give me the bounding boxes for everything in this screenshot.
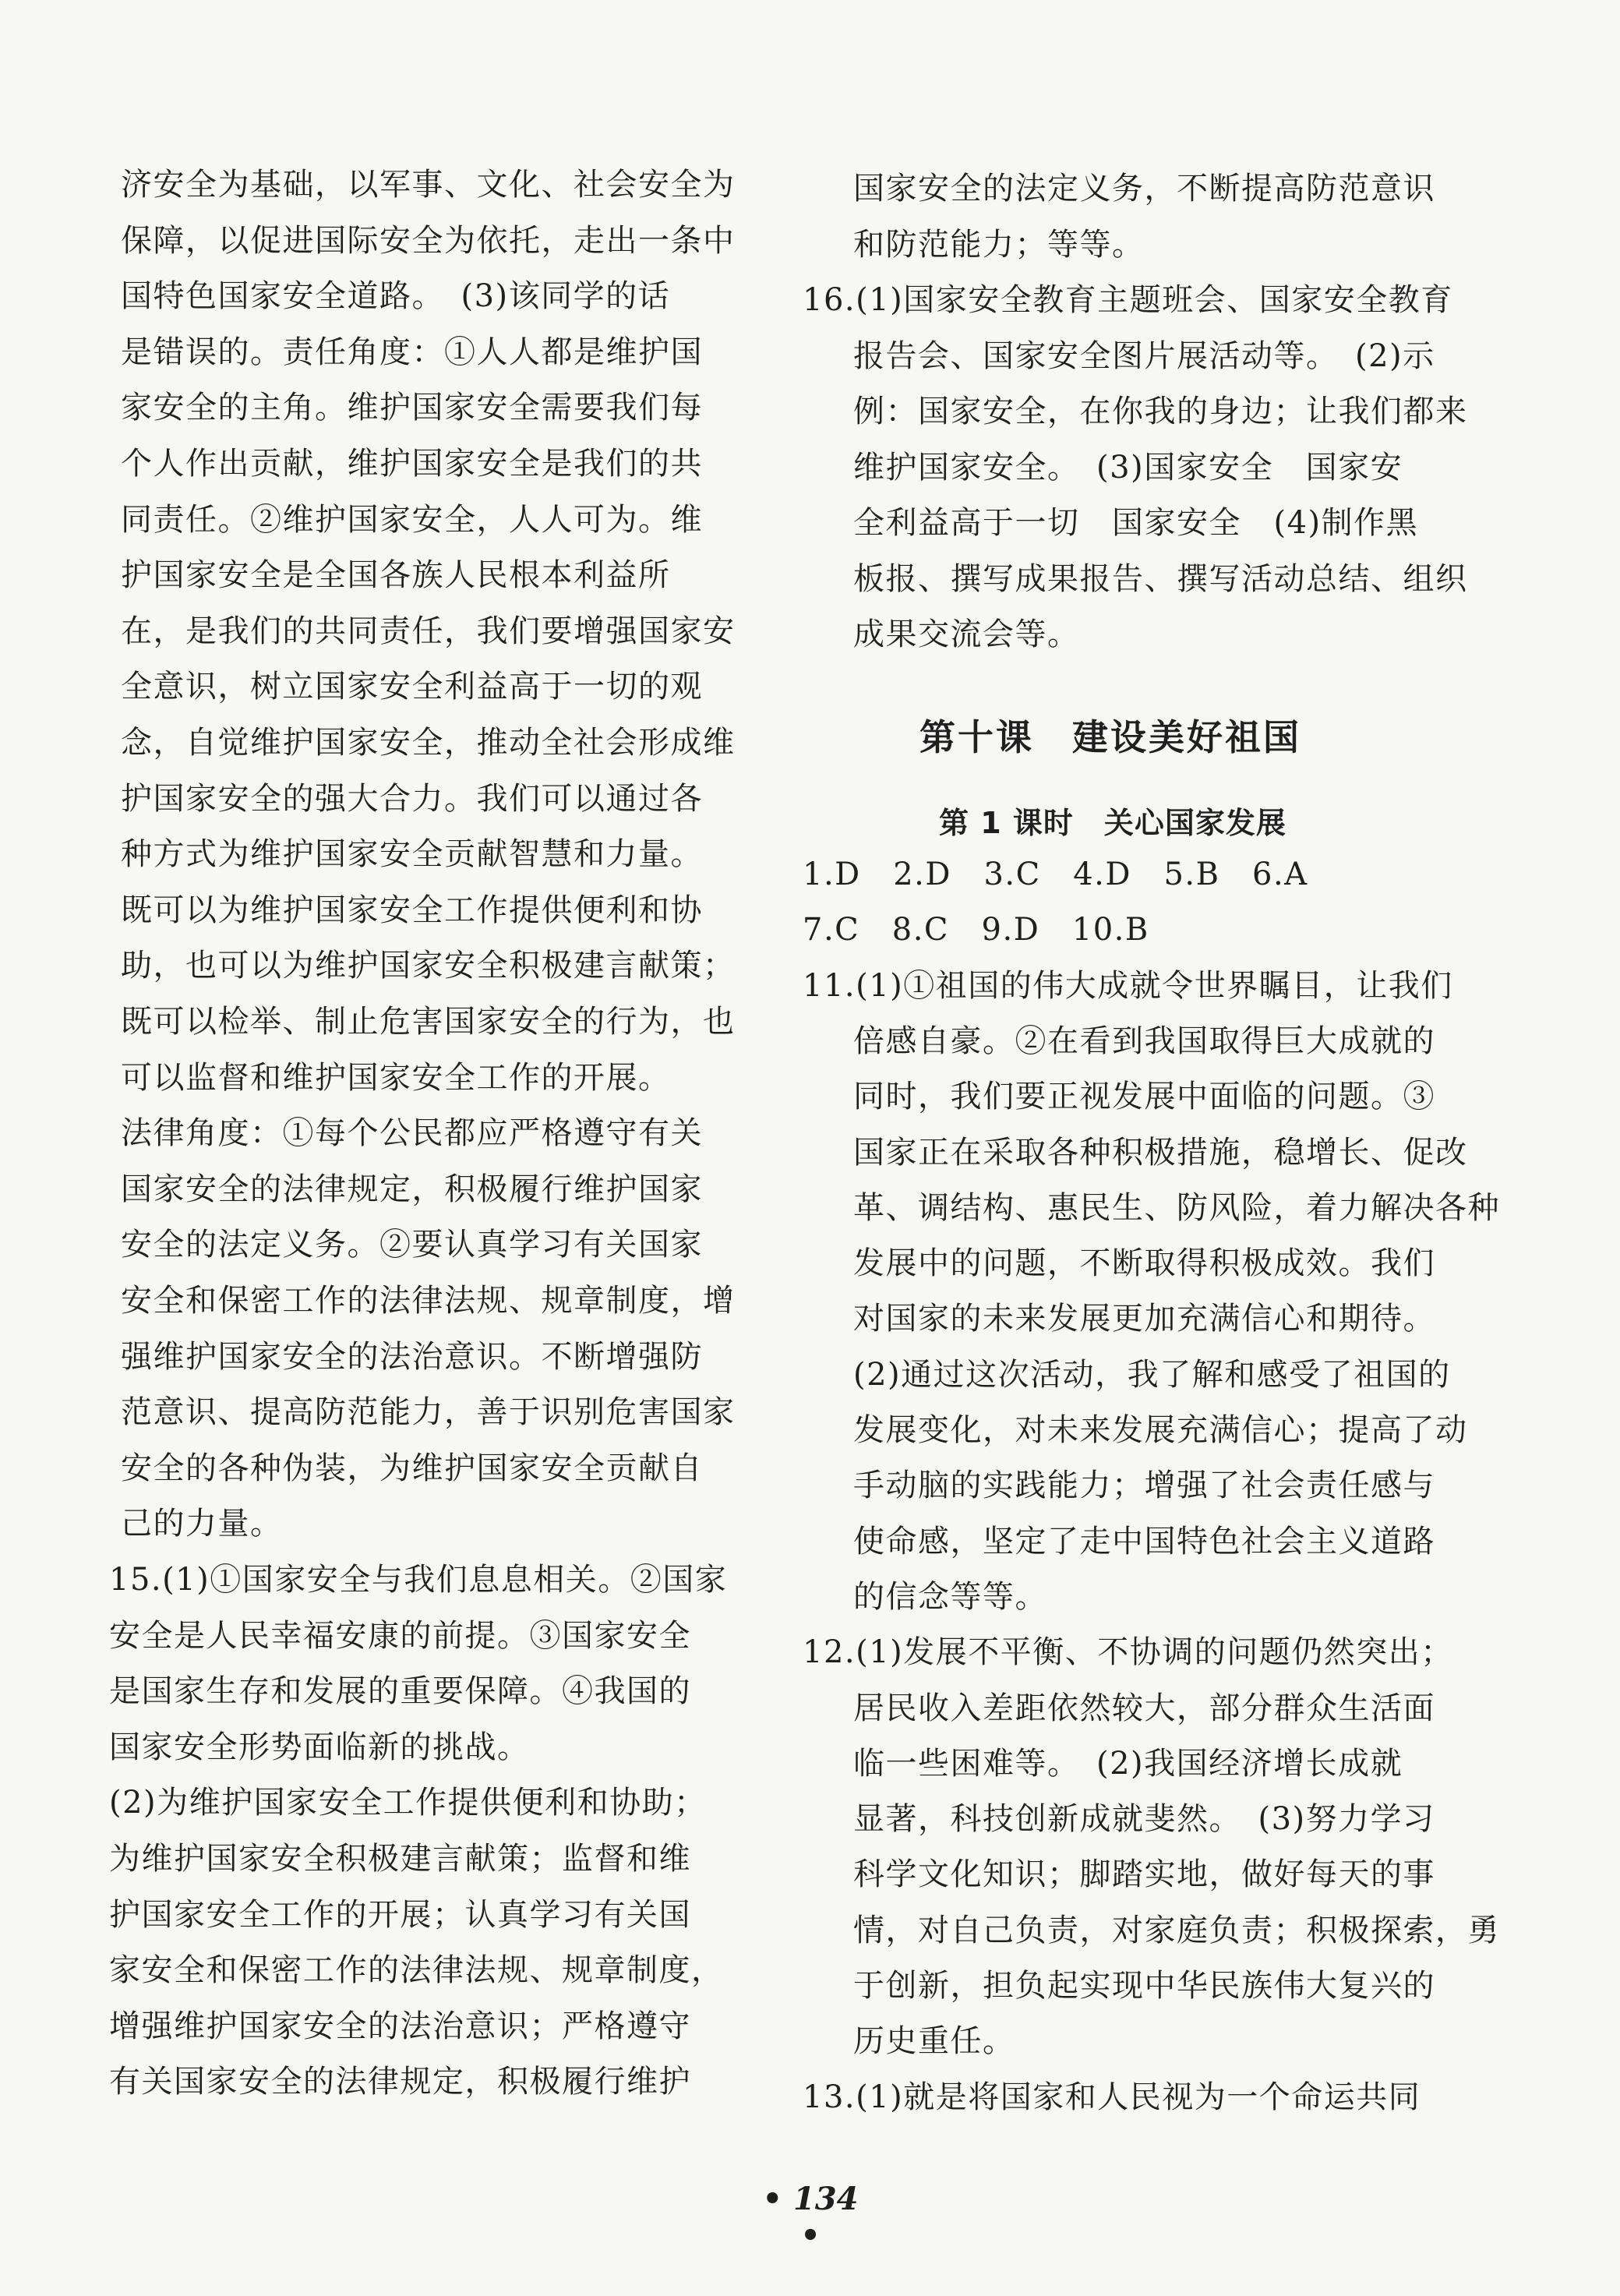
text-line: 安全是人民幸福安康的前提。③国家安全: [109, 1617, 691, 1654]
text-line: 发展中的问题，不断取得积极成效。我们: [853, 1245, 1435, 1282]
text-line: 11.(1)①祖国的伟大成就令世界瞩目，让我们: [803, 967, 1453, 1004]
text-line: 12.(1)发展不平衡、不协调的问题仍然突出；: [803, 1634, 1453, 1671]
text-line: (2)通过这次活动，我了解和感受了祖国的: [853, 1356, 1451, 1393]
text-line: 既可以为维护国家安全工作提供便利和协: [121, 892, 703, 928]
text-line: 居民收入差距依然较大，部分群众生活面: [853, 1690, 1435, 1726]
lesson-title: 第十课 建设美好祖国: [919, 716, 1301, 758]
text-line: 报告会、国家安全图片展活动等。 (2)示: [853, 337, 1435, 374]
text-line: 国家安全的法定义务，不断提高防范意识: [853, 171, 1435, 207]
text-line: 同时，我们要正视发展中面临的问题。③: [853, 1079, 1435, 1115]
text-line: 7.C 8.C 9.D 10.B: [803, 912, 1149, 948]
text-line: 在，是我们的共同责任，我们要增强国家安: [121, 613, 736, 649]
text-line: 助，也可以为维护国家安全积极建言献策；: [121, 948, 736, 984]
text-line: 手动脑的实践能力；增强了社会责任感与: [853, 1468, 1435, 1504]
text-line: 科学文化知识；脚踏实地，做好每天的事: [853, 1856, 1435, 1893]
text-line: 使命感，坚定了走中国特色社会主义道路: [853, 1523, 1435, 1560]
text-line: 范意识、提高防范能力，善于识别危害国家: [121, 1394, 736, 1431]
section-title: 第 1 课时 关心国家发展: [939, 806, 1286, 840]
text-line: 的信念等等。: [853, 1578, 1047, 1615]
text-line: 历史重任。: [853, 2023, 1015, 2060]
text-line: 和防范能力；等等。: [853, 226, 1145, 263]
text-line: 个人作出贡献，维护国家安全是我们的共: [121, 446, 703, 482]
text-line: 种方式为维护国家安全贡献智慧和力量。: [121, 836, 703, 873]
text-line: 13.(1)就是将国家和人民视为一个命运共同: [803, 2079, 1421, 2115]
text-line: 临一些困难等。 (2)我国经济增长成就: [853, 1745, 1403, 1782]
text-line: 国家安全的法律规定，积极履行维护国家: [121, 1171, 703, 1207]
text-line: 家安全的主角。维护国家安全需要我们每: [121, 390, 703, 426]
text-line: 国特色国家安全道路。 (3)该同学的话: [121, 278, 671, 315]
text-line: 安全和保密工作的法律法规、规章制度，增: [121, 1283, 736, 1319]
text-line: 维护国家安全。 (3)国家安全 国家安: [853, 449, 1403, 486]
text-line: 为维护国家安全积极建言献策；监督和维: [109, 1841, 691, 1877]
text-line: 倍感自豪。②在看到我国取得巨大成就的: [853, 1023, 1435, 1059]
text-line: 保障，以促进国际安全为依托，走出一条中: [121, 222, 736, 259]
text-line: 强维护国家安全的法治意识。不断增强防: [121, 1338, 703, 1375]
text-line: 例：国家安全，在你我的身边；让我们都来: [853, 394, 1468, 429]
text-line: 16.(1)国家安全教育主题班会、国家安全教育: [803, 282, 1453, 318]
text-line: 济安全为基础，以军事、文化、社会安全为: [121, 167, 736, 203]
text-line: 情，对自己负责，对家庭负责；积极探索，勇: [853, 1912, 1500, 1948]
page-number: • 134 •: [762, 2181, 859, 2254]
text-line: 可以监督和维护国家安全工作的开展。: [121, 1059, 671, 1096]
text-line: 同责任。②维护国家安全，人人可为。维: [121, 501, 703, 538]
text-line: 护国家安全工作的开展；认真学习有关国: [109, 1896, 691, 1933]
text-line: 法律角度：①每个公民都应严格遵守有关: [121, 1115, 703, 1152]
text-line: 安全的法定义务。②要认真学习有关国家: [121, 1227, 703, 1263]
text-line: 是错误的。责任角度：①人人都是维护国: [121, 334, 703, 370]
text-line: 是国家生存和发展的重要保障。④我国的: [109, 1673, 691, 1710]
text-line: 护国家安全是全国各族人民根本利益所: [121, 557, 671, 594]
text-line: 有关国家安全的法律规定，积极履行维护: [109, 2064, 691, 2100]
text-line: 于创新，担负起实现中华民族伟大复兴的: [853, 1968, 1435, 2004]
text-line: 1.D 2.D 3.C 4.D 5.B 6.A: [803, 857, 1308, 892]
text-line: 显著，科技创新成就斐然。 (3)努力学习: [853, 1801, 1435, 1838]
text-line: 增强维护国家安全的法治意识；严格遵守: [109, 2008, 691, 2044]
text-line: 革、调结构、惠民生、防风险，着力解决各种: [853, 1189, 1500, 1226]
text-line: 15.(1)①国家安全与我们息息相关。②国家: [109, 1562, 728, 1598]
text-line: 念，自觉维护国家安全，推动全社会形成维: [121, 725, 736, 761]
text-line: 成果交流会等。: [853, 616, 1080, 652]
text-line: 家安全和保密工作的法律法规、规章制度，: [109, 1952, 724, 1989]
text-line: 己的力量。: [121, 1506, 283, 1542]
text-line: 国家安全形势面临新的挑战。: [109, 1729, 530, 1765]
text-line: 国家正在采取各种积极措施，稳增长、促改: [853, 1134, 1468, 1171]
text-line: (2)为维护国家安全工作提供便利和协助；: [109, 1785, 707, 1821]
text-line: 对国家的未来发展更加充满信心和期待。: [853, 1301, 1435, 1337]
text-line: 既可以检举、制止危害国家安全的行为，也: [121, 1004, 736, 1040]
text-line: 全利益高于一切 国家安全 (4)制作黑: [853, 505, 1419, 541]
text-line: 护国家安全的强大合力。我们可以通过各: [121, 780, 703, 817]
text-line: 安全的各种伪装，为维护国家安全贡献自: [121, 1450, 703, 1486]
text-line: 板报、撰写成果报告、撰写活动总结、组织: [853, 560, 1468, 597]
text-line: 发展变化，对未来发展充满信心；提高了动: [853, 1412, 1468, 1448]
text-line: 全意识，树立国家安全利益高于一切的观: [121, 669, 703, 705]
